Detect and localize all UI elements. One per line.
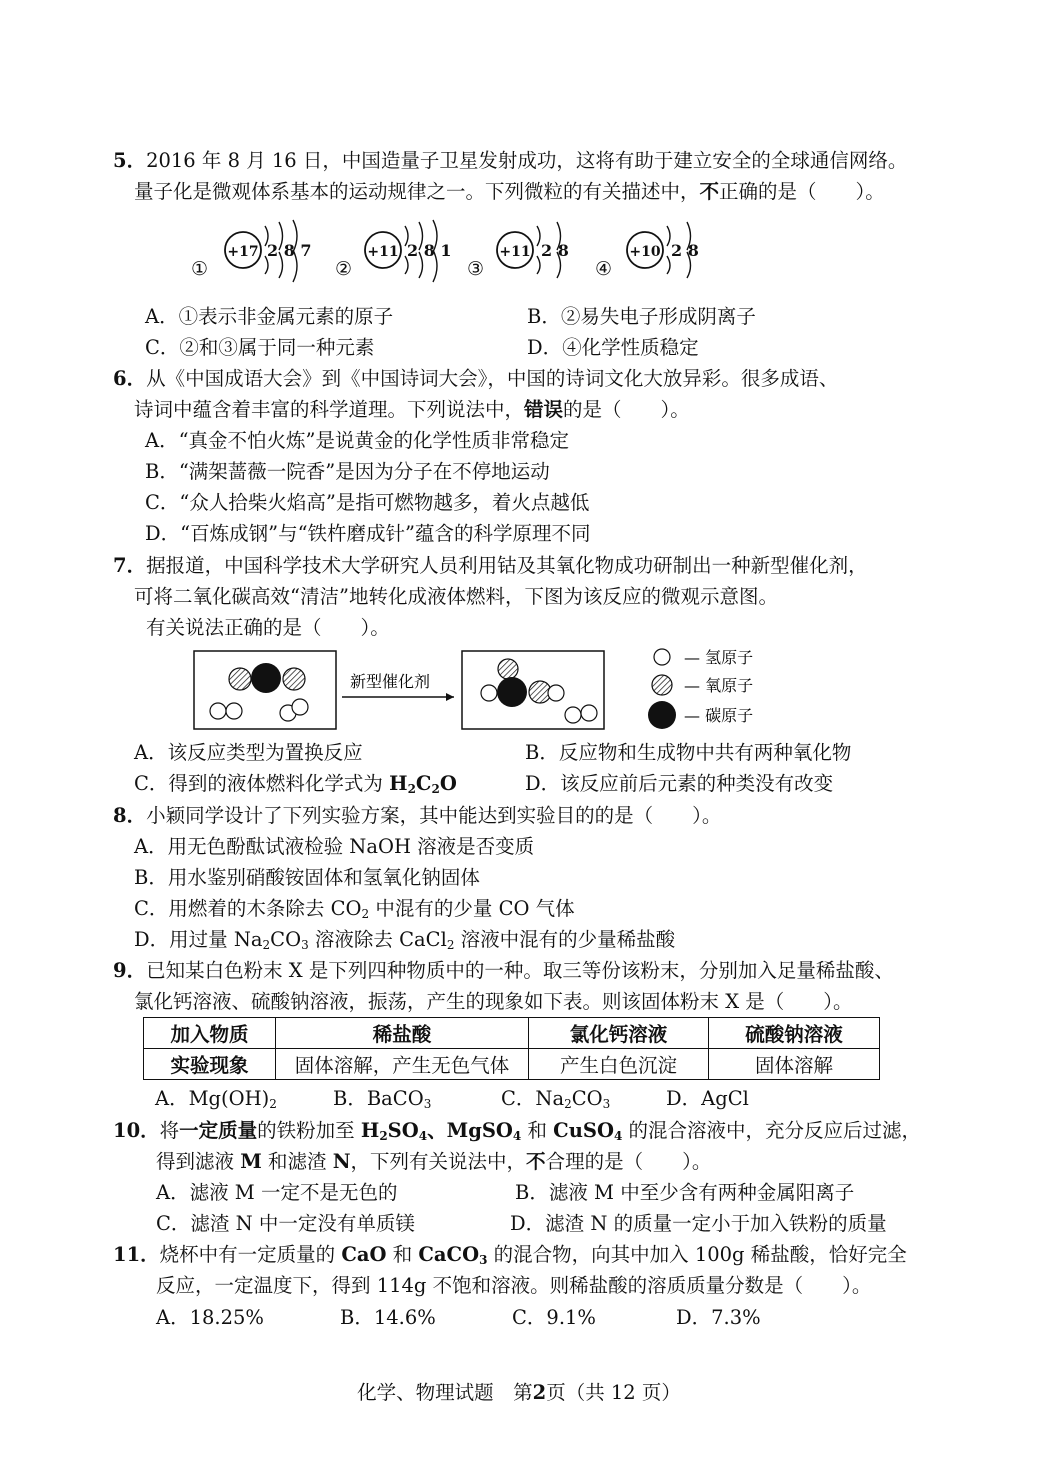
q10-number: 10． [113,1119,160,1142]
table-header-cell: 硫酸钠溶液 [709,1018,880,1049]
q6-number: 6． [113,367,147,390]
q11-line2: 反应，一定温度下，得到 114g 不饱和溶液。则稀盐酸的溶质质量分数是（ ）。 [156,1274,872,1297]
q5-option-a: A．①表示非金属元素的原子 [145,305,394,328]
q6-option-d: D．“百炼成钢”与“铁杵磨成针”蕴含的科学原理不同 [145,522,591,545]
q10-line2: 得到滤液 M 和滤渣 N，下列有关说法中，不合理的是（ ）。 [156,1150,712,1173]
q11-line1: 11．烧杯中有一定质量的 CaO 和 CaCO$_3$ 的混合物，向其中加入 100g 稀盐酸，恰好完全 [113,1243,907,1267]
structure-3-nucleus: +11 [499,244,531,260]
q7-line2: 可将二氧化碳高效“清洁”地转化成液体燃料，下图为该反应的微观示意图。 [134,585,778,608]
fuel-formula: $H_2C_2O$ [389,772,457,796]
q6-line1: 6．从《中国成语大会》到《中国诗词大会》，中国的诗词文化大放异彩。很多成语、 [113,367,839,390]
legend-hydrogen-icon [654,649,670,665]
q8-line1: 8．小颖同学设计了下列实验方案，其中能达到实验目的的是（ ）。 [113,804,722,827]
q8-option-c: C．用燃着的木条除去 $CO_2$ 中混有的少量 CO 气体 [134,897,575,921]
q5-number: 5． [113,149,147,172]
q7-line3: 有关说法正确的是（ ）。 [146,616,390,639]
q10-option-d: D．滤渣 N 的质量一定小于加入铁粉的质量 [510,1212,887,1235]
page-footer: 化学、物理试题 第2页（共 12 页） [357,1381,681,1404]
q9-option-a: A．$Mg(OH)_2$ [155,1087,277,1111]
q9-number: 9． [113,959,147,982]
q8-option-b: B．用水鉴别硝酸铵固体和氢氧化钠固体 [134,866,480,889]
table-cell: 实验现象 [144,1049,276,1080]
q9-option-c: C．$Na_2CO_3$ [501,1087,611,1111]
q5-line1: 5．2016 年 8 月 16 日，中国造量子卫星发射成功，这将有助于建立安全的全球通信网络。 [113,149,908,172]
structure-2-mark: ② [335,258,353,280]
q7-option-b: B．反应物和生成物中共有两种氧化物 [525,741,852,764]
q7-option-d: D．该反应前后元素的种类没有改变 [525,772,834,795]
structure-4-electrons: 2 8 [671,241,699,260]
q5-option-c: C．②和③属于同一种元素 [145,336,375,359]
q10-line1: 10．将一定质量的铁粉加至 $H_2SO_4$、MgSO$_4$ 和 CuSO$_4$ 的混合溶液中，充分反应后过滤， [113,1119,922,1143]
table-cell: 固体溶解 [709,1049,880,1080]
q8-number: 8． [113,804,147,827]
q7-number: 7． [113,554,147,577]
q11-number: 11． [113,1243,160,1266]
structure-1-electrons: 2 8 7 [267,241,312,260]
q11-option-b: B．14.6% [340,1306,436,1329]
q9-option-d: D．AgCl [666,1087,749,1110]
table-row [144,1049,880,1080]
q7-line1: 7．据报道，中国科学技术大学研究人员利用钴及其氧化物成功研制出一种新型催化剂， [113,554,868,577]
atomic-structure-diagrams [185,212,725,292]
structure-2-electrons: 2 8 1 [407,241,452,260]
structure-2-nucleus: +11 [367,244,399,260]
q7-option-c: C．得到的液体燃料化学式为 $H_2C_2O$ [134,772,457,796]
table-cell: 产生白色沉淀 [529,1049,709,1080]
q11-option-d: D．7.3% [676,1306,761,1329]
q5-option-d: D．④化学性质稳定 [527,336,699,359]
legend-carbon-icon [648,701,676,729]
structure-4-mark: ④ [595,258,613,280]
legend-oxygen-icon [652,675,672,695]
q9-option-b: B．BaCO$_3$ [333,1087,432,1111]
q11-option-c: C．9.1% [512,1306,596,1329]
q6-option-b: B．“满架蔷薇一院香”是因为分子在不停地运动 [145,460,550,483]
structure-4-nucleus: +10 [629,244,661,260]
reaction-micro-diagram [190,645,790,735]
q5-option-b: B．②易失电子形成阴离子 [527,305,756,328]
table-header-cell: 加入物质 [144,1018,276,1049]
table-cell: 固体溶解，产生无色气体 [276,1049,529,1080]
structure-1-mark: ① [191,258,209,280]
q7-option-a: A．该反应类型为置换反应 [134,741,363,764]
q6-line2: 诗词中蕴含着丰富的科学道理。下列说法中，错误的是（ ）。 [134,398,690,421]
q8-option-d: D．用过量 $Na_2CO_3$ 溶液除去 CaCl$_2$ 溶液中混有的少量稀盐酸 [134,928,676,952]
q9-observation-table [143,1017,880,1080]
q8-option-a: A．用无色酚酞试液检验 NaOH 溶液是否变质 [134,835,535,858]
q5-line2: 量子化是微观体系基本的运动规律之一。下列微粒的有关描述中，不正确的是（ ）。 [134,180,885,203]
legend-hydrogen: — 氢原子 [684,648,754,667]
q10-option-a: A．滤液 M 一定不是无色的 [156,1181,398,1204]
table-header-cell: 氯化钙溶液 [529,1018,709,1049]
q11-option-a: A．18.25% [156,1306,264,1329]
structure-1-nucleus: +17 [227,244,259,260]
table-header-cell: 稀盐酸 [276,1018,529,1049]
q10-option-c: C．滤渣 N 中一定没有单质镁 [156,1212,415,1235]
legend-oxygen: — 氧原子 [684,676,754,695]
legend-carbon: — 碳原子 [684,706,754,725]
q6-option-a: A．“真金不怕火炼”是说黄金的化学性质非常稳定 [145,429,570,452]
table-header-row [144,1018,880,1049]
catalyst-label: 新型催化剂 [350,672,431,691]
q9-line1: 9．已知某白色粉末 X 是下列四种物质中的一种。取三等份该粉末，分别加入足量稀盐酸、 [113,959,894,982]
structure-3-electrons: 2 8 [541,241,569,260]
structure-3-mark: ③ [467,258,485,280]
q10-option-b: B．滤液 M 中至少含有两种金属阳离子 [515,1181,855,1204]
q9-line2: 氯化钙溶液、硫酸钠溶液，振荡，产生的现象如下表。则该固体粉末 X 是（ ）。 [134,990,853,1013]
q6-option-c: C．“众人拾柴火焰高”是指可燃物越多，着火点越低 [145,491,590,514]
